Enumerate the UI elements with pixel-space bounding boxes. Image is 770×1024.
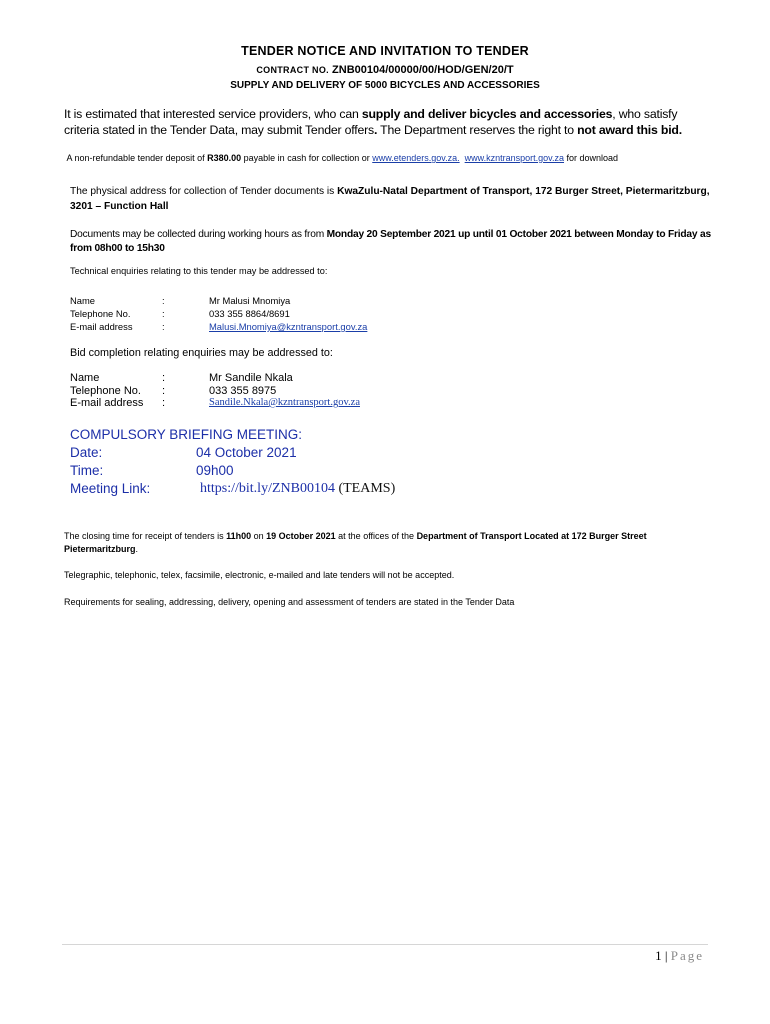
email-label: E-mail address	[70, 397, 144, 409]
colon: :	[162, 295, 165, 306]
closing-date: 19 October 2021	[266, 531, 336, 541]
email-label: E-mail address	[70, 321, 133, 332]
contact-row-email	[70, 397, 670, 410]
documents-paragraph	[70, 228, 720, 256]
closing-text-4: .	[135, 544, 139, 554]
etenders-link[interactable]: www.etenders.gov.za.	[372, 153, 460, 163]
contact-row-name	[70, 294, 670, 307]
intro-paragraph	[64, 106, 714, 138]
contact-name: Mr Malusi Mnomiya	[209, 295, 291, 306]
technical-contact	[70, 294, 670, 333]
intro-text-1: It is estimated that interested service providers, who can	[64, 107, 362, 121]
briefing-heading: COMPULSORY BRIEFING MEETING:	[70, 427, 303, 442]
address-paragraph	[70, 184, 720, 214]
intro-bold-1: supply and deliver bicycles and accessories	[361, 107, 613, 121]
kzntransport-link[interactable]: www.kzntransport.gov.za	[464, 153, 565, 163]
closing-time: 11h00	[226, 531, 252, 541]
contact-name: Mr Sandile Nkala	[209, 372, 293, 384]
documents-text: Documents may be collected during working hours as from	[70, 229, 327, 240]
closing-place: Department of Transport Located at 172 Burger Street Pietermaritzburg	[64, 531, 647, 554]
briefing-link-row	[70, 480, 670, 498]
briefing-date: 04 October 2021	[196, 445, 297, 460]
intro-bold-3: not award this bid.	[577, 123, 682, 137]
briefing-date-row	[70, 444, 670, 462]
deposit-text-3: for download	[564, 153, 619, 163]
deposit-text-1: A non-refundable tender deposit of	[66, 153, 208, 163]
telegraphic-notice: Telegraphic, telephonic, telex, facsimile, electronic, e-mailed and late tenders will not be accepted.	[64, 570, 455, 580]
briefing-meeting	[70, 426, 670, 498]
closing-text-1: The closing time for receipt of tenders is	[64, 531, 227, 541]
contact-row-phone	[70, 385, 670, 398]
contact-email-link[interactable]: Malusi.Mnomiya@kzntransport.gov.za	[209, 321, 368, 332]
closing-text-3: at the offices of the	[335, 531, 417, 541]
page-separator: |	[664, 948, 668, 963]
address-bold: KwaZulu-Natal Department of Transport, 172 Burger Street, Pietermaritzburg, 3201 – Function Hall	[70, 186, 710, 212]
colon: :	[162, 308, 165, 319]
page-number-value: 1	[655, 948, 662, 963]
intro-text-2: , who satisfy criteria stated in the Tender Data, may submit Tender offers	[64, 107, 678, 137]
phone-label: Telephone No.	[70, 308, 131, 319]
colon: :	[162, 384, 166, 397]
contract-number-line	[0, 64, 770, 76]
page-number	[655, 948, 704, 964]
phone-label: Telephone No.	[70, 384, 141, 397]
contact-row-name	[70, 372, 670, 385]
contact-row-email	[70, 320, 670, 333]
briefing-time: 09h00	[196, 463, 234, 478]
notice-title: TENDER NOTICE AND INVITATION TO TENDER	[241, 44, 529, 58]
colon: :	[162, 372, 166, 384]
deposit-paragraph	[64, 152, 714, 165]
time-label: Time:	[70, 463, 104, 478]
technical-enquiries-heading: Technical enquiries relating to this tender may be addressed to:	[70, 266, 328, 276]
colon: :	[162, 321, 165, 332]
briefing-time-row	[70, 462, 670, 480]
name-label: Name	[70, 372, 100, 384]
contact-email-link[interactable]: Sandile.Nkala@kzntransport.gov.za	[209, 397, 360, 408]
requirements-notice: Requirements for sealing, addressing, delivery, opening and assessment of tenders are stated in the Tender Data	[64, 597, 515, 607]
closing-paragraph	[64, 530, 714, 556]
bid-enquiries-heading: Bid completion relating enquiries may be addressed to:	[70, 347, 333, 359]
colon: :	[162, 397, 166, 409]
contact-row-phone	[70, 307, 670, 320]
documents-bold: Monday 20 September 2021 up until 01 October 2021 between Monday to Friday as from 08h00 to 15h30	[70, 229, 711, 254]
contract-label: CONTRACT NO.	[256, 65, 329, 75]
name-label: Name	[70, 295, 96, 306]
date-label: Date:	[70, 445, 103, 460]
intro-text-3: The Department reserves the right to	[377, 123, 578, 137]
closing-text-2: on	[251, 531, 267, 541]
page-word: Page	[670, 948, 704, 963]
deposit-amount: R380.00	[207, 153, 242, 163]
meeting-link-suffix: (TEAMS)	[334, 481, 396, 496]
bid-contact	[70, 372, 670, 410]
contract-number: ZNB00104/00000/00/HOD/GEN/20/T	[332, 64, 514, 76]
intro-bold-2: .	[373, 123, 378, 137]
notice-subtitle: SUPPLY AND DELIVERY OF 5000 BICYCLES AND ACCESSORIES	[230, 80, 540, 91]
contact-phone: 033 355 8975	[209, 384, 277, 397]
address-text: The physical address for collection of Tender documents is	[70, 186, 338, 197]
contact-phone: 033 355 8864/8691	[209, 308, 290, 319]
meeting-link-label: Meeting Link:	[70, 481, 151, 496]
footer-divider	[62, 944, 708, 945]
meeting-link[interactable]: https://bit.ly/ZNB00104	[200, 481, 335, 496]
meeting-link-wrap	[200, 480, 395, 498]
deposit-text-2: payable in cash for collection or	[241, 153, 373, 163]
